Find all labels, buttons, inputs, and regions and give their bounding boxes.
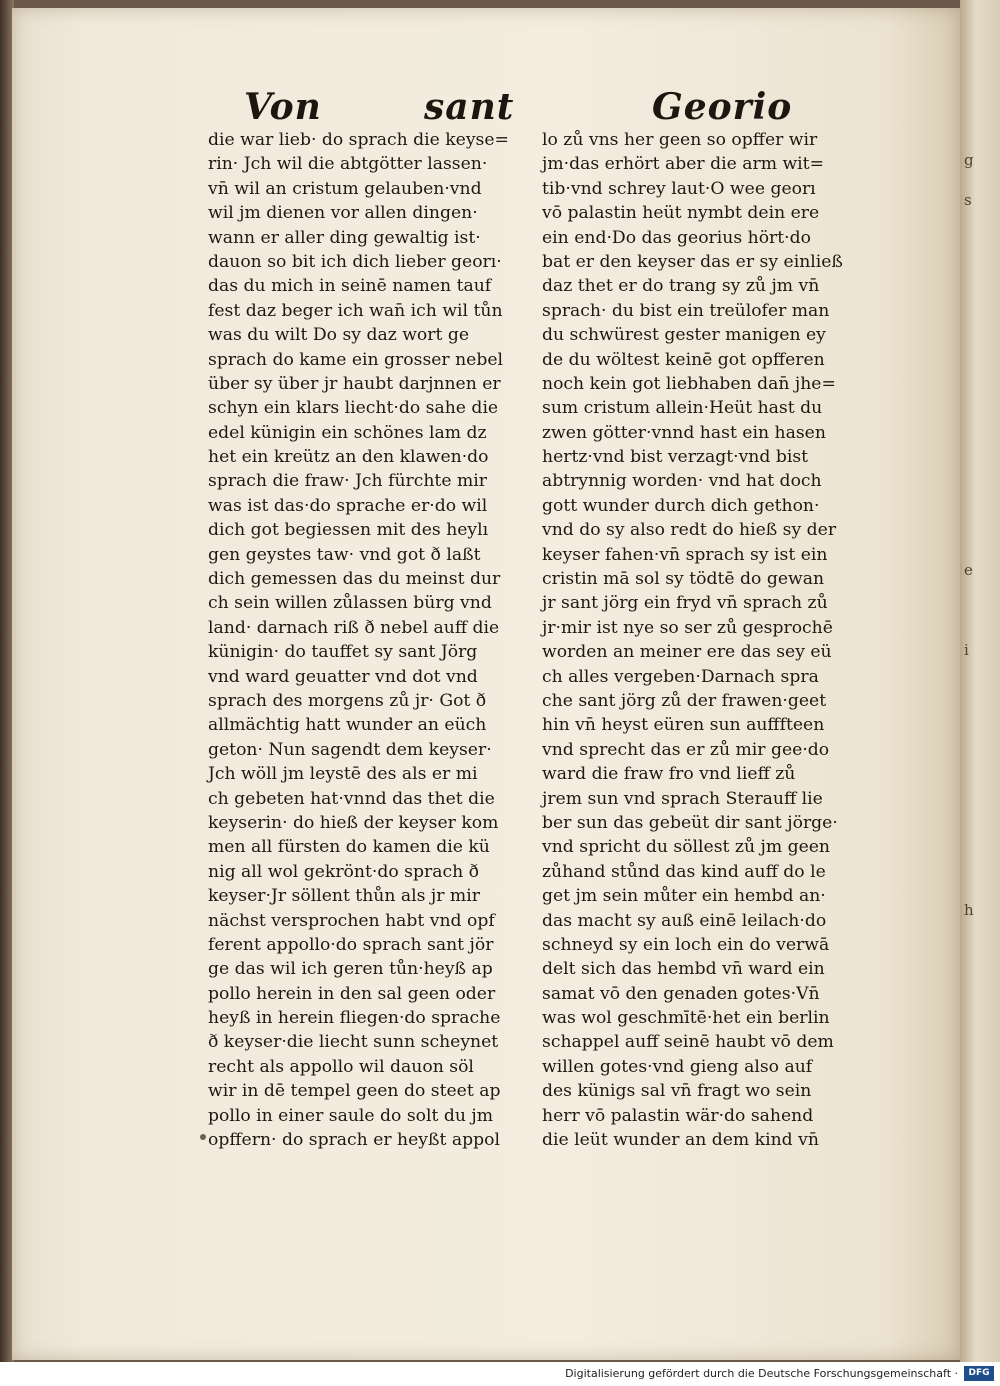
text-line-right: hin vn̄ heyst eüren sun aufffteen	[542, 715, 825, 736]
text-line-right: delt sich das hembd vn̄ ward ein	[542, 959, 825, 980]
text-line-left: Jch wöll jm leystē des als er mi	[208, 764, 478, 785]
text-line-right: get jm sein můter ein hembd an·	[542, 886, 826, 907]
text-line-left: ferent appollo·do sprach sant jör	[208, 934, 494, 955]
text-line-right: tib·vnd schrey laut·O wee georı	[542, 178, 816, 199]
text-line-left: das du mich in seinē namen tauf	[208, 276, 492, 297]
text-line-left: keyser·Jr söllent thůn als jr mir	[208, 886, 480, 907]
text-column-right	[542, 128, 882, 1152]
footer-bar	[0, 1362, 1000, 1386]
text-line-left: heyß in herein fliegen·do sprache	[208, 1008, 501, 1029]
book-page	[12, 8, 960, 1360]
text-line-right: schappel auff seinē haubt vō dem	[542, 1032, 834, 1053]
text-line-left: land· darnach riß ð nebel auff die	[208, 617, 500, 638]
text-line-left: vnd ward geuatter vnd dot vnd	[208, 666, 478, 687]
text-column-left	[208, 128, 538, 1152]
text-line-right: daz thet er do trang sy zů jm vn̄	[542, 276, 820, 297]
text-line-right: jr·mir ist nye so ser zů gesprochē	[542, 617, 833, 638]
text-line-left: ch sein willen zůlassen bürg vnd	[208, 593, 492, 614]
text-line-right: samat vō den genaden gotes·Vn̄	[542, 983, 820, 1004]
text-line-left: het ein kreütz an den klawen·do	[208, 447, 489, 468]
text-line-left: wann er aller ding gewaltig ist·	[208, 227, 481, 248]
text-line-left: nächst versprochen habt vnd opf	[208, 910, 495, 931]
text-line-right: ber sun das gebeüt dir sant jörge·	[542, 812, 838, 833]
text-line-right: du schwürest gester manigen ey	[542, 325, 826, 346]
text-line-right: was wol geschmītē·het ein berlin	[542, 1008, 830, 1029]
footer-credit: Digitalisierung gefördert durch die Deutsche Forschungsgemeinschaft ·	[565, 1367, 958, 1380]
ink-spot	[200, 1134, 206, 1140]
text-line-right: ch alles vergeben·Darnach spra	[542, 666, 819, 687]
text-line-left: wil jm dienen vor allen dingen·	[208, 203, 478, 224]
text-line-right: de du wöltest keinē got opfferen	[542, 349, 825, 370]
text-line-right: ward die fraw fro vnd lieff zů	[542, 764, 796, 785]
text-line-left: opffern· do sprach er heyßt appol	[208, 1130, 500, 1151]
text-line-left: ð keyser·die liecht sunn scheynet	[208, 1032, 499, 1053]
text-line-left: vn̄ wil an cristum gelauben·vnd	[208, 178, 482, 199]
text-line-right: sprach· du bist ein treülofer man	[542, 300, 830, 321]
text-line-left: rin· Jch wil die abtgötter lassen·	[208, 154, 488, 175]
text-line-left: sprach des morgens zů jr· Got ð	[208, 690, 487, 711]
text-line-left: dich gemessen das du meinst dur	[208, 569, 501, 590]
text-line-right: hertz·vnd bist verzagt·vnd bist	[542, 447, 809, 468]
text-line-right: ein end·Do das georius hört·do	[542, 227, 811, 248]
text-line-right: cristin mā sol sy tödtē do gewan	[542, 569, 825, 590]
text-line-right: abtrynnig worden· vnd hat doch	[542, 471, 822, 492]
text-line-left: allmächtig hatt wunder an eüch	[208, 715, 487, 736]
text-line-right: noch kein got liebhaben dan̄ jhe=	[542, 373, 836, 394]
text-line-left: ge das wil ich geren tůn·heyß ap	[208, 959, 493, 980]
text-line-right: vō palastin heüt nymbt dein ere	[542, 203, 820, 224]
text-line-left: dauon so bit ich dich lieber georı·	[208, 251, 502, 272]
text-line-left: die war lieb· do sprach die keyse=	[208, 130, 509, 150]
text-line-right: worden an meiner ere das sey eü	[542, 642, 832, 663]
text-line-left: was ist das·do sprache er·do wil	[208, 495, 488, 516]
text-line-right: schneyd sy ein loch ein do verwā	[542, 934, 830, 955]
text-line-left: pollo in einer saule do solt du jm	[208, 1105, 494, 1126]
text-line-left: sprach die fraw· Jch fürchte mir	[208, 471, 487, 492]
text-line-left: über sy über jr haubt darjnnen er	[208, 373, 501, 394]
text-line-right: keyser fahen·vn̄ sprach sy ist ein	[542, 544, 828, 565]
text-line-right: das macht sy auß einē leilach·do	[542, 910, 827, 931]
text-line-left: sprach do kame ein grosser nebel	[208, 349, 504, 370]
text-line-left: pollo herein in den sal geen oder	[208, 983, 496, 1004]
text-line-left: was du wilt Do sy daz wort ge	[208, 325, 470, 346]
text-line-right: jr sant jörg ein fryd vn̄ sprach zů	[542, 593, 828, 614]
text-line-left: keyserin· do hieß der keyser kom	[208, 812, 499, 833]
dfg-logo: DFG	[964, 1366, 994, 1381]
text-line-right: che sant jörg zů der frawen·geet	[542, 690, 827, 711]
text-line-right: lo zů vns her geen so opffer wir	[542, 130, 818, 150]
running-head-right: Georio	[652, 86, 793, 128]
running-head-left: Von	[244, 86, 322, 128]
text-line-left: geton· Nun sagendt dem keyser·	[208, 739, 492, 760]
text-line-right: vnd spricht du söllest zů jm geen	[542, 837, 830, 858]
text-line-left: ch gebeten hat·vnnd das thet die	[208, 788, 495, 809]
facing-page-edge: g s e i h	[960, 0, 1000, 1362]
text-line-left: men all fürsten do kamen die kü	[208, 837, 490, 858]
text-line-right: vnd sprecht das er zů mir gee·do	[542, 739, 830, 760]
text-line-left: künigin· do tauffet sy sant Jörg	[208, 642, 478, 663]
text-line-right: jm·das erhört aber die arm wit=	[542, 154, 824, 175]
text-line-right: bat er den keyser das er sy einließ	[542, 251, 843, 272]
text-line-right: die leüt wunder an dem kind vn̄	[542, 1130, 819, 1151]
text-line-right: sum cristum allein·Heüt hast du	[542, 398, 823, 419]
text-line-right: willen gotes·vnd gieng also auf	[542, 1056, 813, 1077]
text-line-left: edel künigin ein schönes lam dz	[208, 422, 487, 443]
text-line-right: jrem sun vnd sprach Sterauff lie	[542, 788, 823, 809]
text-line-right: gott wunder durch dich gethon·	[542, 495, 820, 516]
text-line-left: fest daz beger ich wan̄ ich wil tůn	[208, 300, 503, 321]
text-line-left: nig all wol gekrönt·do sprach ð	[208, 861, 479, 882]
text-line-right: zůhand stůnd das kind auff do le	[542, 861, 826, 882]
text-line-right: vnd do sy also redt do hieß sy der	[542, 520, 837, 541]
text-line-left: wir in dē tempel geen do steet ap	[208, 1081, 501, 1102]
running-head-middle: sant	[424, 86, 515, 128]
text-line-left: gen geystes taw· vnd got ð laßt	[208, 544, 481, 565]
text-line-right: zwen götter·vnnd hast ein hasen	[542, 422, 826, 443]
text-line-left: schyn ein klars liecht·do sahe die	[208, 398, 499, 419]
text-line-left: recht als appollo wil dauon söl	[208, 1056, 474, 1077]
text-line-right: des künigs sal vn̄ fragt wo sein	[542, 1081, 812, 1102]
text-line-right: herr vō palastin wär·do sahend	[542, 1105, 814, 1126]
text-line-left: dich got begiessen mit des heylı	[208, 520, 489, 541]
